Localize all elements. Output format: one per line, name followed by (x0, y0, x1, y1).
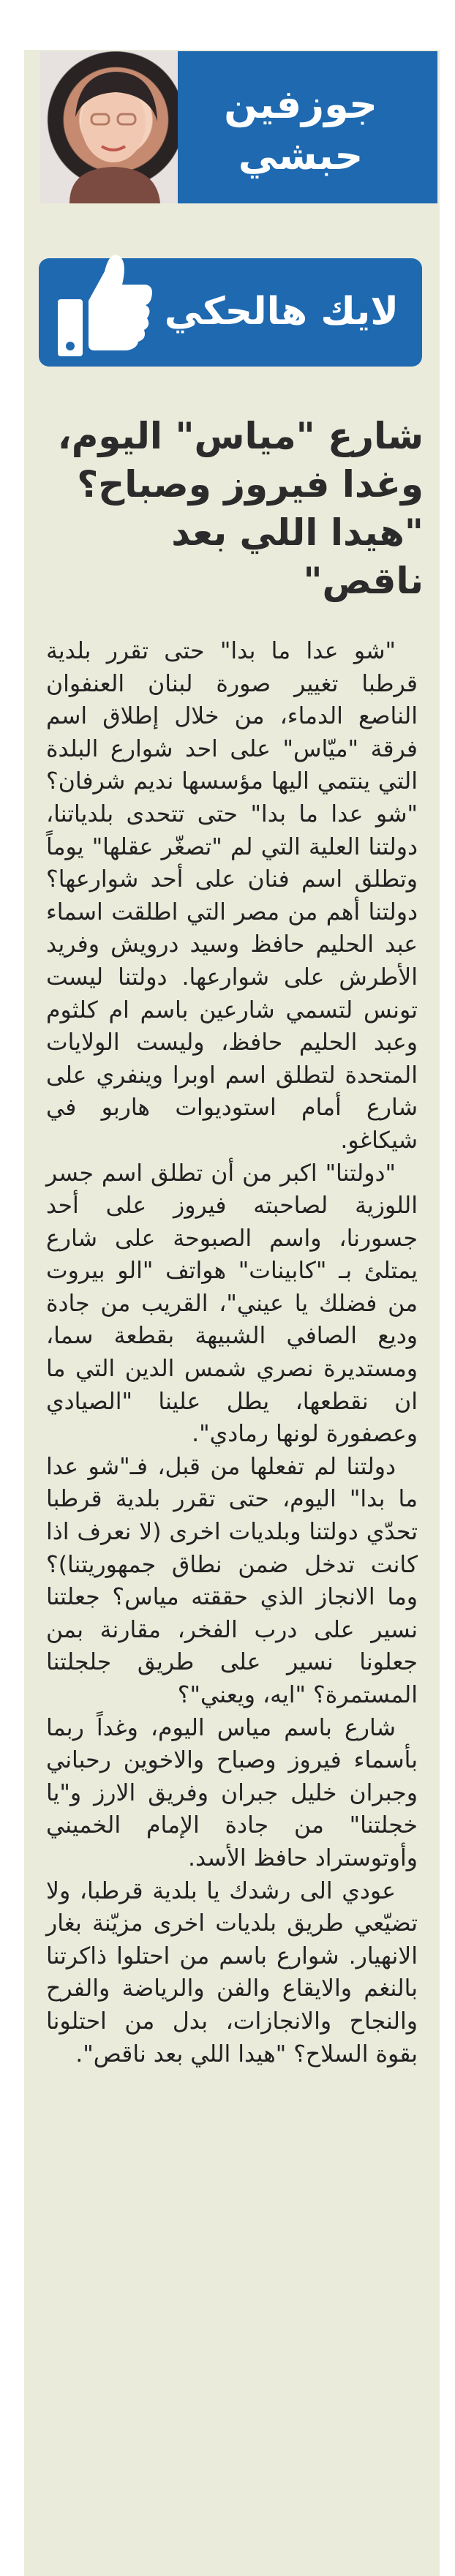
section-banner (39, 258, 422, 367)
article-paragraph: دولتنا لم تفعلها من قبل، فـ"شو عدا ما بدا" اليوم، حتى تقرر بلدية قرطبا تحدّي دولتنا وبلديات اخرى (لا نعرف اذا كانت تدخل ضمن نطاق جمهوريتنا)؟ وما الانجاز الذي حققته مياس؟ جعلتنا نسير على درب الفخر، مقارنة بمن جعلونا نسير على طريق جلجلتنا المستمرة؟ "ايه، ويعني"؟ (46, 1453, 418, 1708)
article-paragraph: "شو عدا ما بدا" حتى تقرر بلدية قرطبا تغيير صورة لبنان العنفوان الناصع الدماء، من خلال إطلاق اسم فرقة "ميّاس" على احد شوارع البلدة التي ينتمي اليها مؤسسها نديم شرفان؟ "شو عدا ما بدا" حتى تتحدى بلدياتنا، دولتنا العلية التي لم "تصغّر عقلها" يوماً وتطلق اسم فنان على أحد شوارعها؟ دولتنا أهم من مصر التي اطلقت اسماء عبد الحليم حافظ وسيد درويش وفريد الأطرش على شوارعها. دولتنا ليست تونس لتسمي شارعين باسم ام كلثوم وعبد الحليم حافظ، وليست الولايات المتحدة لتطلق اسم اوبرا وينفري على شارع أمام استوديوات هاربو في شيكاغو. (46, 638, 418, 1154)
article-body (46, 635, 418, 2070)
author-photo (40, 51, 178, 203)
headline: شارع "مياس" اليوم، وغدا فيروز وصباح؟ "هيدا اللي بعد ناقص" (57, 415, 424, 602)
thumbs-up-icon (50, 242, 153, 367)
article-paragraph: "دولتنا" اكبر من أن تطلق اسم جسر اللوزية لصاحبته فيروز على أحد جسورنا، واسم الصبوحة على شارع يمتلئ بـ "كابينات" هواتف "الو بيروت من فضلك يا عيني"، القريب من جادة وديع الصافي الشبيهة بقطعة سما، ومستديرة نصري شمس الدين التي ما ان نقطعها، يطل علينا "الصيادي وعصفورة لونها رمادي". (46, 1160, 418, 1448)
author-name-line2: حبشي (238, 132, 364, 179)
section-title: لايك هالحكي (164, 290, 399, 334)
article-paragraph: عودي الى رشدك يا بلدية قرطبا، ولا تضيّعي طريق بلديات اخرى مزيّنة بغار الانهيار. شوارع باسم من احتلوا ذاكرتنا بالنغم والايقاع والفن والرياضة والفرح والنجاح والانجازات، بدل من احتلونا بقوة السلاح؟ "هيدا اللي بعد ناقص". (46, 1877, 418, 2068)
author-name-line1: جوزفين (224, 81, 377, 127)
author-banner (40, 51, 437, 203)
author-name (180, 79, 421, 181)
article-paragraph: شارع باسم مياس اليوم، وغداً ربما بأسماء فيروز وصباح والاخوين رحباني وجبران خليل جبران وفريق الارز و"يا خجلتنا" من جادة الإمام الخميني وأوتوستراد حافظ الأسد. (46, 1714, 418, 1871)
article-column (24, 50, 440, 2576)
